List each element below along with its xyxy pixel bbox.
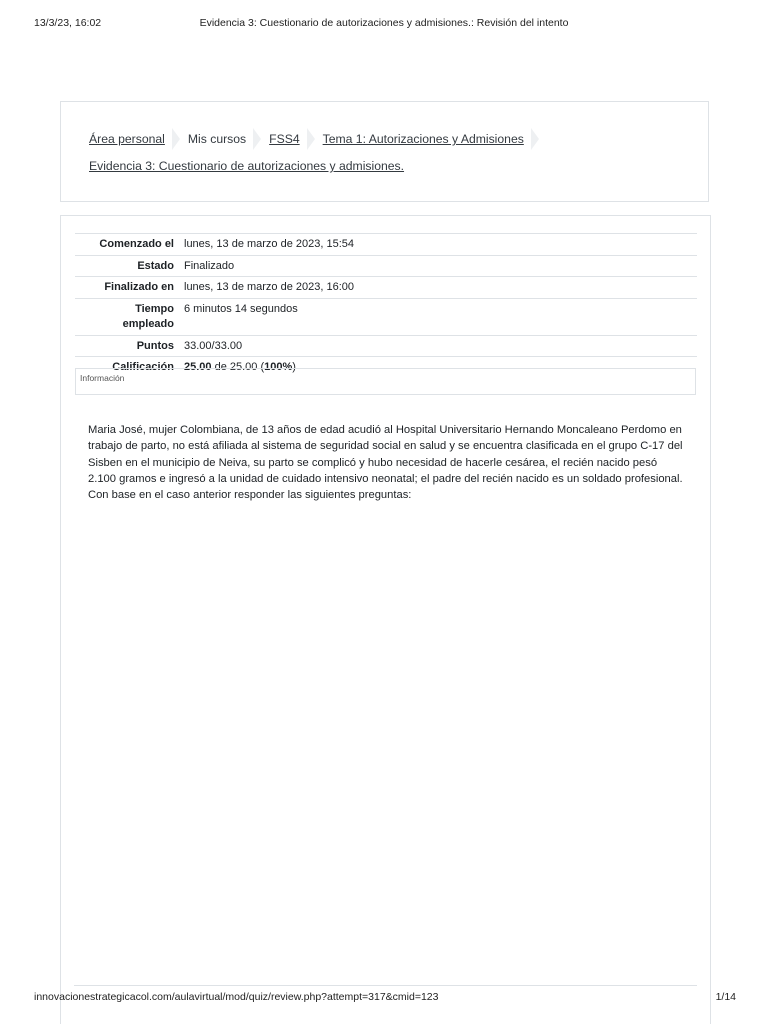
attempt-summary-table xyxy=(75,233,697,378)
table-row xyxy=(75,277,697,299)
points-label: Puntos xyxy=(136,339,174,352)
print-page-number: 1/14 xyxy=(715,991,736,1003)
print-header xyxy=(0,17,768,33)
state-value: Finalizado xyxy=(184,259,235,272)
grade-percent: 100% xyxy=(264,361,293,373)
finished-value: lunes, 13 de marzo de 2023, 16:00 xyxy=(184,281,355,293)
grade-score: 25.00 xyxy=(184,361,212,373)
time-taken-value: 6 minutos 14 segundos xyxy=(184,302,298,315)
points-value: 33.00/33.00 xyxy=(184,339,243,352)
breadcrumb-separator-icon xyxy=(307,128,315,150)
breadcrumb-item-area-personal[interactable]: Área personal xyxy=(89,132,165,146)
grade-label: Calificación xyxy=(112,361,174,373)
breadcrumb-item-course[interactable]: FSS4 xyxy=(269,132,300,146)
question-text: Maria José, mujer Colombiana, de 13 años de edad acudió al Hospital Universitario Hernando Moncaleano Perdomo en trabajo de parto, no está afiliada al sistema de seguridad social en salud y se encuentra clasificada en el grupo C-17 del Sisben en el municipio de Neiva, su parto se complicó y hubo necesidad de hacerle cesárea, el recién nacido pesó 2.100 gramos e ingresó a la unidad de cuidado intensivo neonatal; el padre del recién nacido es un soldado profesional. Con base en el caso anterior responder las siguientes preguntas: xyxy=(88,424,683,502)
table-row xyxy=(75,255,697,277)
started-label: Comenzado el xyxy=(99,238,174,250)
state-label: Estado xyxy=(137,259,174,272)
started-value: lunes, 13 de marzo de 2023, 15:54 xyxy=(184,238,355,250)
print-datetime: 13/3/23, 16:02 xyxy=(34,17,102,29)
table-row xyxy=(75,335,697,357)
breadcrumb-item-topic[interactable]: Tema 1: Autorizaciones y Admisiones xyxy=(322,132,524,146)
print-footer xyxy=(0,991,768,1007)
time-taken-label: Tiempo empleado xyxy=(122,302,174,330)
breadcrumb-item-current-quiz[interactable]: Evidencia 3: Cuestionario de autorizaciones y admisiones. xyxy=(89,159,405,173)
breadcrumb-card xyxy=(60,101,709,202)
quiz-review-card xyxy=(60,215,711,1024)
print-page-title: Evidencia 3: Cuestionario de autorizaciones y admisiones.: Revisión del intento xyxy=(199,17,569,29)
information-block xyxy=(75,368,696,395)
breadcrumb xyxy=(89,128,547,150)
print-url: innovacionestrategicacol.com/aulavirtual/mod/quiz/review.php?attempt=317&cmid=123 xyxy=(34,991,439,1003)
breadcrumb-separator-icon xyxy=(253,128,261,150)
information-label: Información xyxy=(80,373,125,383)
table-row xyxy=(75,234,697,256)
breadcrumb-separator-icon xyxy=(531,128,539,150)
breadcrumb-separator-icon xyxy=(172,128,180,150)
finished-label: Finalizado en xyxy=(104,281,174,293)
grade-value: 25.00 de 25.00 (100%) xyxy=(184,361,296,373)
divider xyxy=(74,985,697,986)
table-row xyxy=(75,298,697,335)
breadcrumb-item-mis-cursos[interactable]: Mis cursos xyxy=(187,132,247,146)
